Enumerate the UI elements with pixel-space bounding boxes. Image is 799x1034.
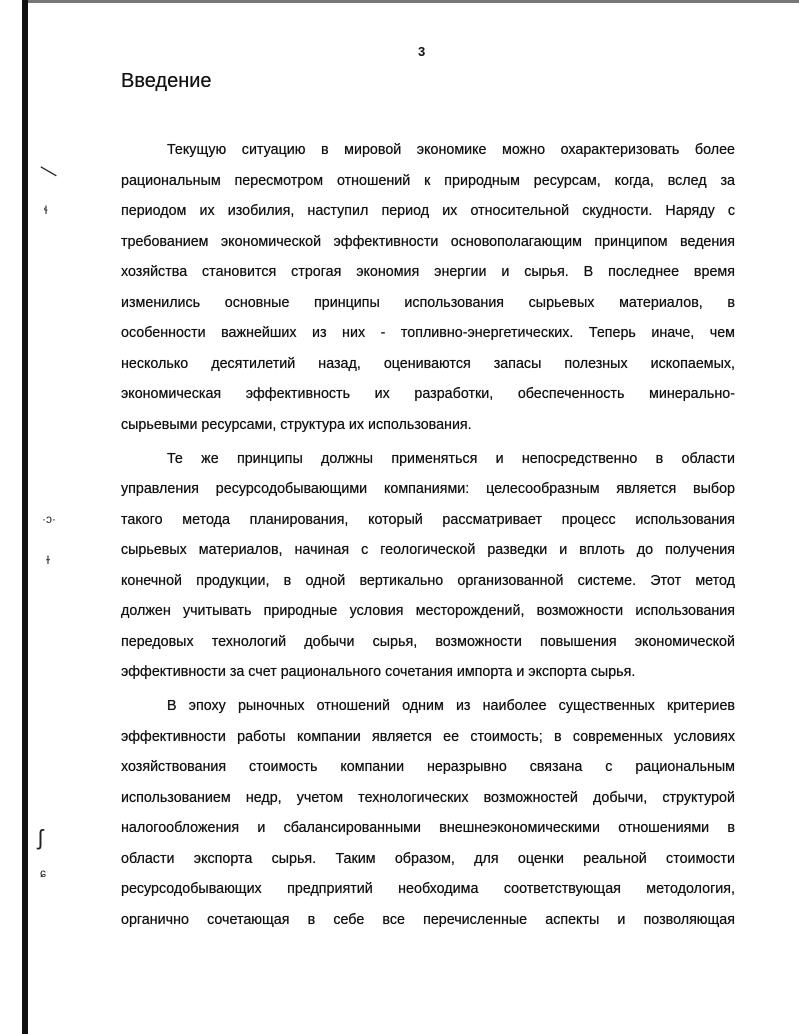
text-line: конечной продукции, в одной вертикально организованной системе. Этот метод [121, 572, 735, 589]
text-line: должен учитывать природные условия месторождений, возможности использования [121, 603, 735, 619]
text-line: В эпоху рыночных отношений одним из наиболее существенных критериев [167, 698, 735, 714]
scan-artifact: ɕ [40, 866, 46, 880]
page-number: 3 [418, 44, 426, 59]
text-line: требованием экономической эффективности основополагающим принципом ведения [121, 233, 735, 250]
paragraph [121, 696, 735, 940]
text-line: эффективности работы компании является ее стоимость; в современных условиях [121, 728, 735, 745]
scan-artifact: ɬ [44, 203, 48, 217]
text-line: экономическая эффективность их разработки, обеспеченность минерально- [121, 386, 735, 402]
text-line: особенности важнейших из них - топливно-энергетических. Теперь иначе, чем [121, 325, 735, 341]
text-line: хозяйства становится строгая экономия энергии и сырья. В последнее время [121, 264, 735, 280]
text-line: органично сочетающая в себе все перечисленные аспекты и позволяющая [121, 911, 735, 928]
text-line: периодом их изобилия, наступил период их относительной скудности. Наряду с [121, 203, 735, 219]
text-line: использованием недр, учетом технологических возможностей добычи, структурой [121, 789, 735, 806]
paragraph [121, 449, 735, 693]
text-line: Те же принципы должны применяться и непосредственно в области [167, 450, 735, 467]
text-line: эффективности за счет рационального сочетания импорта и экспорта сырья. [121, 664, 636, 680]
text-line: рациональным пересмотром отношений к природным ресурсам, когда, вслед за [121, 172, 735, 189]
text-line: хозяйствования стоимость компании неразрывно связана с рациональным [121, 759, 735, 775]
scan-artifact: ʃ [38, 825, 43, 850]
paragraph [121, 140, 735, 445]
text-line: такого метода планирования, который рассматривает процесс использования [121, 511, 735, 528]
text-line: области экспорта сырья. Таким образом, для оценки реальной стоимости [121, 850, 735, 867]
text-line: передовых технологий добычи сырья, возможности повышения экономической [121, 633, 735, 650]
section-title: Введение [121, 70, 212, 92]
text-line: несколько десятилетий назад, оцениваются запасы полезных ископаемых, [121, 355, 735, 372]
text-line: Текущую ситуацию в мировой экономике можно охарактеризовать более [167, 142, 735, 158]
text-line: управления ресурсодобывающими компаниями: целесообразным является выбор [121, 481, 735, 497]
text-line: сырьевыми ресурсами, структура их использования. [121, 416, 472, 433]
scan-top-edge [22, 0, 799, 3]
text-line: налогообложения и сбалансированными внешнеэкономическими отношениями в [121, 820, 735, 836]
scan-artifact: — [36, 156, 63, 184]
document-body [121, 140, 735, 944]
scan-left-edge [22, 0, 28, 1034]
scan-artifact: ·ɔ· [42, 512, 56, 526]
text-line: изменились основные принципы использования сырьевых материалов, в [121, 294, 735, 311]
scan-artifact: ɫ [46, 553, 50, 567]
text-line: сырьевых материалов, начиная с геологической разведки и вплоть до получения [121, 542, 735, 558]
text-line: ресурсодобывающих предприятий необходима соответствующая методология, [121, 881, 735, 897]
